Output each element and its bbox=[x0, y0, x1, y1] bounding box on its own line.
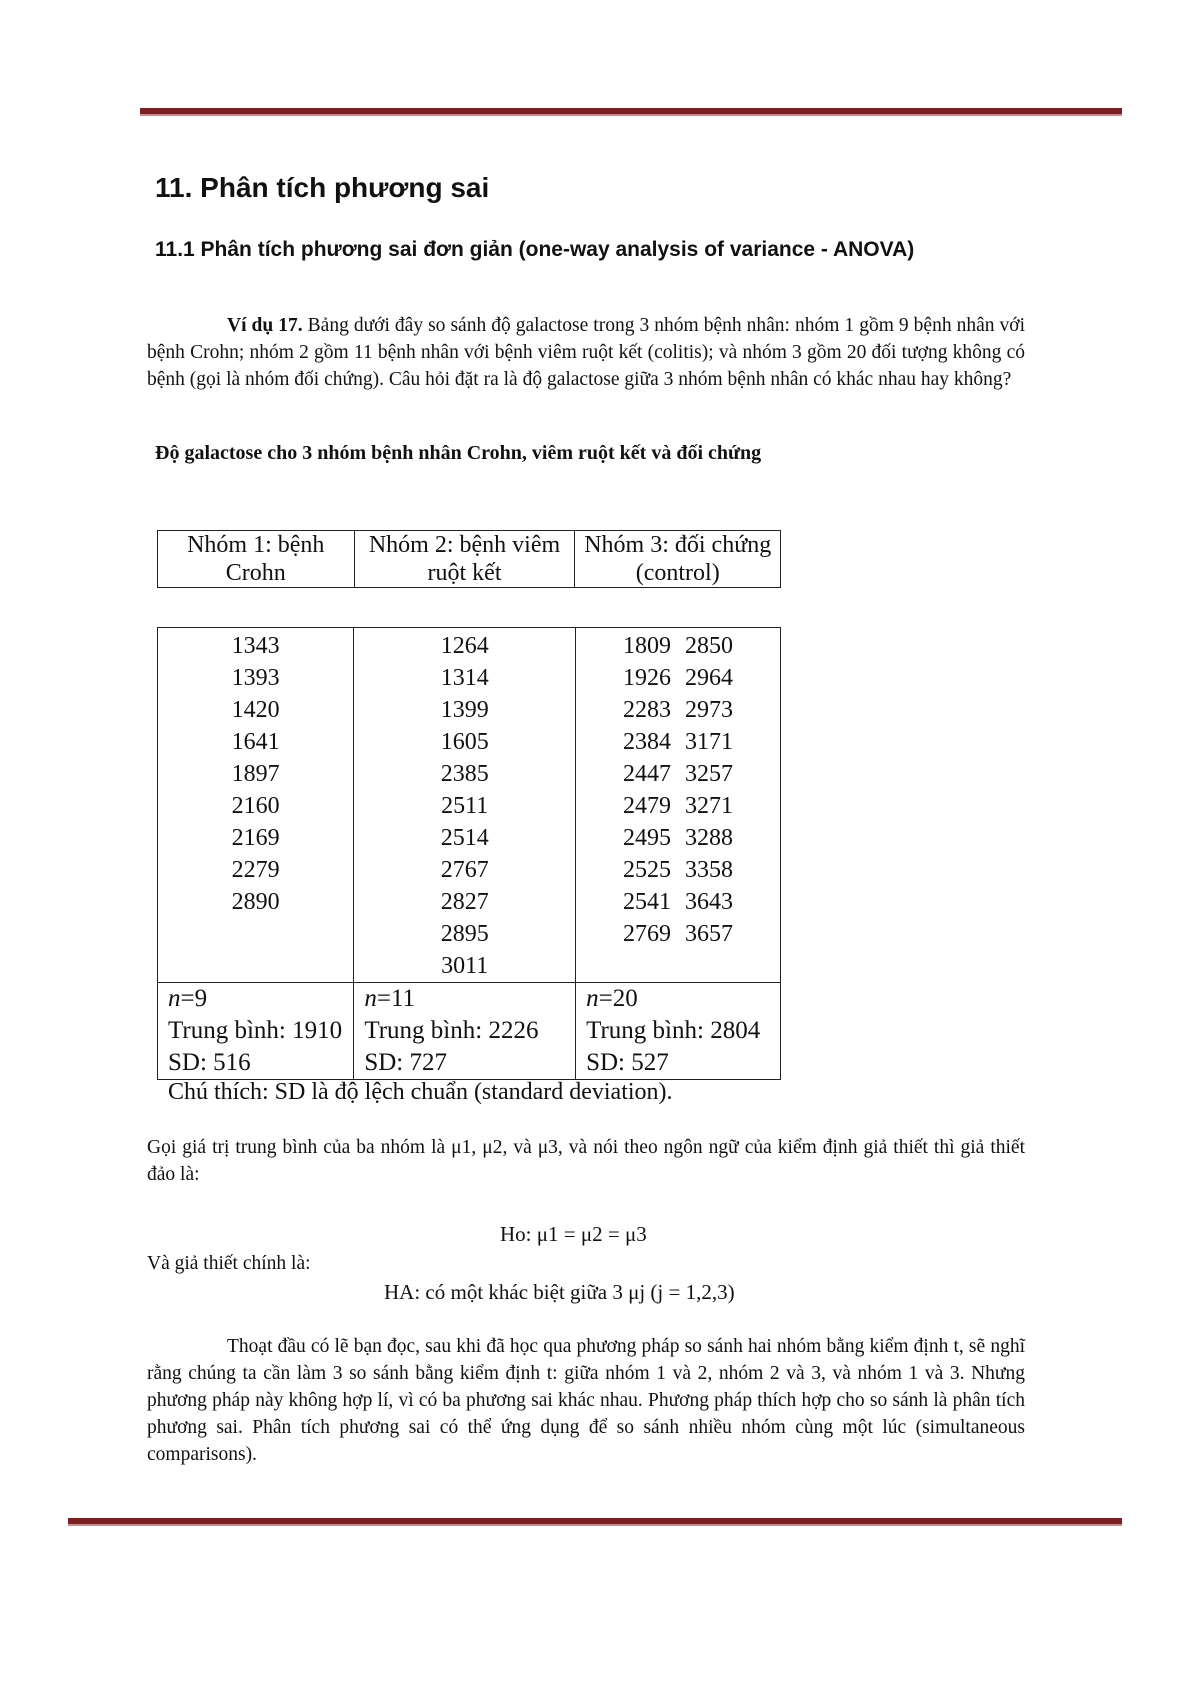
top-rule bbox=[140, 108, 1122, 116]
group-1-value: 1343 bbox=[231, 633, 280, 659]
header-group-3: Nhóm 3: đối chứng (control) bbox=[575, 531, 781, 588]
group-3-row bbox=[577, 918, 779, 950]
group-3-row bbox=[577, 822, 779, 854]
group-1-value: 2279 bbox=[231, 857, 280, 883]
example-text: Bảng dưới đây so sánh độ galactose trong 3 nhóm bệnh nhân: nhóm 1 gồm 9 bệnh nhân với bệnh Crohn; nhóm 2 gồm 11 bệnh nhân với bệnh viêm ruột kết (colitis); và nhóm 3 gồm 20 đối tượng không có bệnh (gọi là nhóm đối chứng). Câu hỏi đặt ra là độ galactose giữa 3 nhóm bệnh nhân có khác nhau hay không? bbox=[147, 315, 1025, 390]
group-2-sd: SD: 727 bbox=[364, 1049, 447, 1076]
group-1-stats: n=9 Trung bình: 1910 SD: 516 bbox=[158, 983, 354, 1080]
group-2-value: 2767 bbox=[440, 857, 489, 883]
group-2-value: 2385 bbox=[440, 761, 489, 787]
group-1-value: 2160 bbox=[231, 793, 280, 819]
group-2-value: 1314 bbox=[440, 665, 489, 691]
group-3-value: 2541 bbox=[623, 889, 672, 915]
group-3-value: 3358 bbox=[685, 857, 734, 883]
group-3-value: 3288 bbox=[685, 825, 734, 851]
group-3-value: 1926 bbox=[623, 665, 672, 691]
group-3-value: 3657 bbox=[685, 921, 734, 947]
group-2-value: 1264 bbox=[440, 633, 489, 659]
group-3-mean: Trung bình: 2804 bbox=[586, 1017, 761, 1044]
group-2-value: 1399 bbox=[440, 697, 489, 723]
group-3-stats: n=20 Trung bình: 2804 SD: 527 bbox=[576, 983, 781, 1080]
group-3-value: 3271 bbox=[685, 793, 734, 819]
paragraph-means: Gọi giá trị trung bình của ba nhóm là μ1, μ2, và μ3, và nói theo ngôn ngữ của kiểm định giả thiết thì giả thiết đảo là: bbox=[147, 1137, 1025, 1185]
data-table bbox=[157, 627, 781, 1080]
table-caption: Độ galactose cho 3 nhóm bệnh nhân Crohn, viêm ruột kết và đối chứng bbox=[155, 442, 762, 464]
group-2-value: 2895 bbox=[440, 921, 489, 947]
group-3-value: 2525 bbox=[623, 857, 672, 883]
group-2-value: 2511 bbox=[441, 793, 489, 819]
group-1-mean: Trung bình: 1910 bbox=[168, 1017, 343, 1044]
section-title: 11. Phân tích phương sai bbox=[155, 172, 490, 203]
group-3-row bbox=[577, 630, 779, 662]
group-1-value: 1420 bbox=[231, 697, 280, 723]
group-3-value: 3643 bbox=[685, 889, 734, 915]
group-2-value: 1605 bbox=[440, 729, 489, 755]
group-3-value: 2769 bbox=[623, 921, 672, 947]
group-3-value: 3171 bbox=[685, 729, 734, 755]
group-1-sd: SD: 516 bbox=[168, 1049, 251, 1076]
group-3-row bbox=[577, 886, 779, 918]
group-2-value: 2827 bbox=[440, 889, 489, 915]
group-1-values bbox=[158, 628, 354, 983]
group-1-value: 1897 bbox=[231, 761, 280, 787]
example-paragraph bbox=[147, 312, 1025, 393]
header-group-1: Nhóm 1: bệnh Crohn bbox=[158, 531, 355, 588]
group-3-row bbox=[577, 662, 779, 694]
group-3-sd: SD: 527 bbox=[586, 1049, 669, 1076]
group-1-value: 1393 bbox=[231, 665, 280, 691]
group-3-value: 2447 bbox=[623, 761, 672, 787]
group-1-value: 1641 bbox=[231, 729, 280, 755]
group-2-stats: n=11 Trung bình: 2226 SD: 727 bbox=[354, 983, 576, 1080]
group-3-value: 2479 bbox=[623, 793, 672, 819]
example-label: Ví dụ 17. bbox=[227, 315, 303, 336]
header-group-2: Nhóm 2: bệnh viêm ruột kết bbox=[354, 531, 575, 588]
group-3-value: 2384 bbox=[623, 729, 672, 755]
group-3-row bbox=[577, 758, 779, 790]
group-3-row bbox=[577, 694, 779, 726]
group-1-value: 2890 bbox=[231, 889, 280, 915]
group-3-value: 3257 bbox=[685, 761, 734, 787]
group-1-value: 2169 bbox=[231, 825, 280, 851]
group-3-value: 2850 bbox=[685, 633, 734, 659]
group-3-value: 2964 bbox=[685, 665, 734, 691]
group-2-mean: Trung bình: 2226 bbox=[364, 1017, 539, 1044]
table-header bbox=[157, 530, 781, 588]
group-3-values bbox=[576, 628, 781, 983]
subsection-title: 11.1 Phân tích phương sai đơn giản (one-way analysis of variance - ANOVA) bbox=[155, 238, 915, 261]
group-3-row bbox=[577, 790, 779, 822]
group-2-value: 2514 bbox=[440, 825, 489, 851]
bottom-rule bbox=[68, 1518, 1122, 1526]
paragraph-alt-intro: Và giả thiết chính là: bbox=[147, 1253, 311, 1274]
group-2-values bbox=[354, 628, 576, 983]
null-hypothesis: Ho: μ1 = μ2 = μ3 bbox=[500, 1222, 647, 1246]
group-3-value: 2495 bbox=[623, 825, 672, 851]
group-3-row bbox=[577, 726, 779, 758]
table-note: Chú thích: SD là độ lệch chuẩn (standard deviation). bbox=[168, 1079, 673, 1105]
paragraph-discussion: Thoạt đầu có lẽ bạn đọc, sau khi đã học qua phương pháp so sánh hai nhóm bằng kiểm định t, sẽ nghĩ rằng chúng ta cần làm 3 so sánh bằng kiểm định t: giữa nhóm 1 và 2, nhóm 2 và 3, và nhóm 1 và 3. Nhưng phương pháp này không hợp lí, vì có ba phương sai khác nhau. Phương pháp thích hợp cho so sánh là phân tích phương sai. Phân tích phương sai có thể ứng dụng để so sánh nhiều nhóm cùng một lúc (simultaneous comparisons). bbox=[147, 1336, 1025, 1465]
group-3-value: 2283 bbox=[623, 697, 672, 723]
group-3-value: 2973 bbox=[685, 697, 734, 723]
alt-hypothesis: HA: có một khác biệt giữa 3 μj (j = 1,2,3) bbox=[384, 1280, 735, 1304]
group-3-value: 1809 bbox=[623, 633, 672, 659]
group-3-row bbox=[577, 854, 779, 886]
group-2-value: 3011 bbox=[441, 953, 489, 979]
